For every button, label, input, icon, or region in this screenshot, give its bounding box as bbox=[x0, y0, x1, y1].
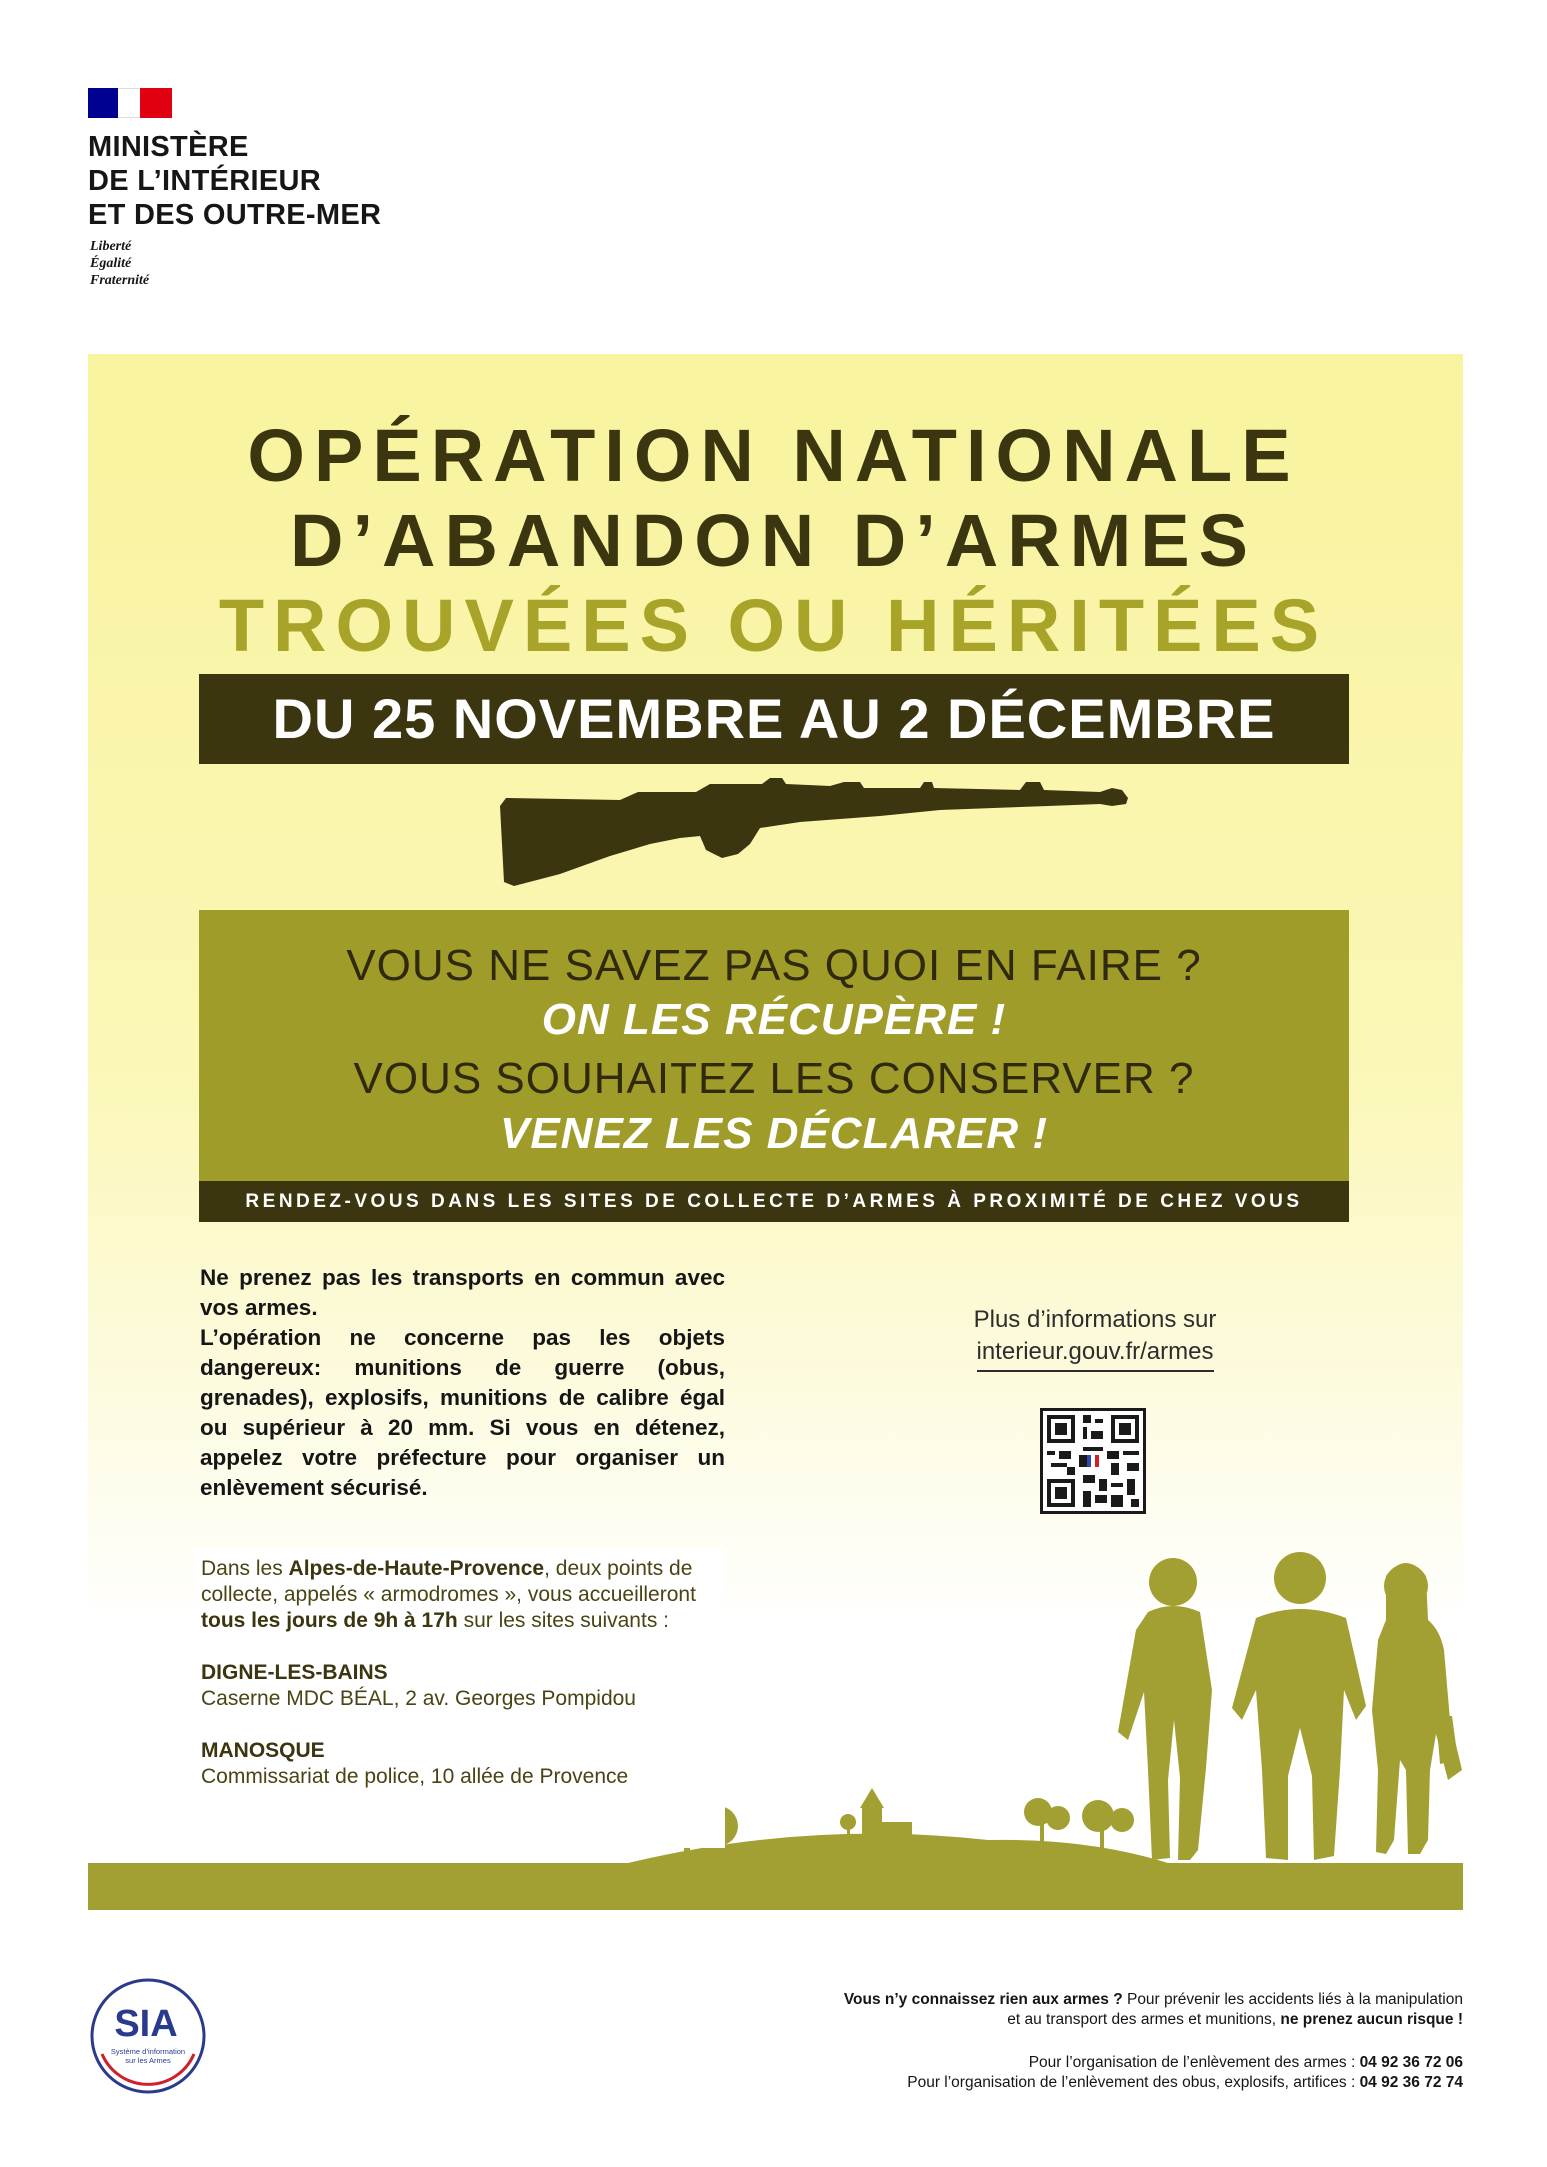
title-line-1: OPÉRATION NATIONALE bbox=[247, 414, 1300, 497]
phone-number[interactable]: 04 92 36 72 74 bbox=[1359, 2074, 1463, 2091]
collection-points bbox=[195, 1548, 725, 1848]
more-info bbox=[950, 1304, 1240, 1372]
ministry-line: DE L’INTÉRIEUR bbox=[88, 165, 321, 197]
title-line-3: TROUVÉES OU HÉRITÉES bbox=[218, 584, 1329, 667]
site-address: Commissariat de police, 10 allée de Provence bbox=[201, 1765, 629, 1788]
answer-1: ON LES RÉCUPÈRE ! bbox=[541, 995, 1007, 1044]
message-box bbox=[199, 910, 1349, 1182]
rifle-icon bbox=[500, 778, 1130, 888]
collection-intro: Dans les Alpes-de-Haute-Provence, deux points de collecte, appelés « armodromes », vous accueilleront tous les jours de 9h à 17h sur les sites suivants : bbox=[201, 1557, 696, 1632]
sia-line-2: sur les Armes bbox=[125, 2056, 171, 2065]
info-link[interactable]: interieur.gouv.fr/armes bbox=[977, 1336, 1214, 1372]
qr-code-icon[interactable] bbox=[1040, 1408, 1146, 1514]
ministry-name bbox=[88, 130, 381, 232]
republic-flag-logo bbox=[88, 88, 172, 118]
sia-line-1: Système d’information bbox=[110, 2047, 186, 2056]
question-1: VOUS NE SAVEZ PAS QUOI EN FAIRE ? bbox=[346, 941, 1202, 990]
ministry-line: MINISTÈRE bbox=[88, 131, 249, 163]
date-banner: DU 25 NOVEMBRE AU 2 DÉCEMBRE bbox=[199, 674, 1349, 764]
motto-line: Liberté bbox=[90, 239, 132, 254]
rendezvous-bar: RENDEZ-VOUS DANS LES SITES DE COLLECTE D’ARMES À PROXIMITÉ DE CHEZ VOUS bbox=[199, 1181, 1349, 1222]
title-line-2: D’ABANDON D’ARMES bbox=[290, 499, 1257, 582]
sia-logo-icon bbox=[88, 1976, 208, 2096]
warning-paragraph-2: L’opération ne concerne pas les objets dangereux: munitions de guerre (obus, grenades), explosifs, munitions de calibre égal ou supérieur à 20 mm. Si vous en détenez, appelez votre préfecture pour organiser un enlèvement sécurisé. bbox=[200, 1325, 725, 1500]
safety-notice: Vous n’y connaissez rien aux armes ? Pour prévenir les accidents liés à la manipulation et au transport des armes et munitions, ne prenez aucun risque ! bbox=[843, 1991, 1463, 2028]
republic-motto bbox=[90, 238, 149, 289]
contact-numbers: Pour l’organisation de l’enlèvement des armes : 04 92 36 72 06 Pour l’organisation de l’enlèvement des obus, explosifs, artifices : 04 92 36 72 74 bbox=[907, 2054, 1463, 2091]
site-address: Caserne MDC BÉAL, 2 av. Georges Pompidou bbox=[201, 1687, 636, 1710]
more-info-label: Plus d’informations sur bbox=[973, 1306, 1217, 1333]
answer-2: VENEZ LES DÉCLARER ! bbox=[499, 1109, 1049, 1158]
warning-paragraph-1: Ne prenez pas les transports en commun avec vos armes. bbox=[200, 1265, 725, 1320]
phone-number[interactable]: 04 92 36 72 06 bbox=[1359, 2054, 1463, 2071]
site-name: MANOSQUE bbox=[201, 1739, 325, 1762]
motto-line: Égalité bbox=[90, 256, 132, 271]
question-2: VOUS SOUHAITEZ LES CONSERVER ? bbox=[353, 1054, 1195, 1103]
sia-acronym: SIA bbox=[114, 2003, 178, 2045]
motto-line: Fraternité bbox=[90, 273, 150, 288]
ministry-line: ET DES OUTRE-MER bbox=[88, 199, 382, 231]
transport-warning bbox=[200, 1263, 725, 1503]
site-name: DIGNE-LES-BAINS bbox=[201, 1661, 388, 1684]
